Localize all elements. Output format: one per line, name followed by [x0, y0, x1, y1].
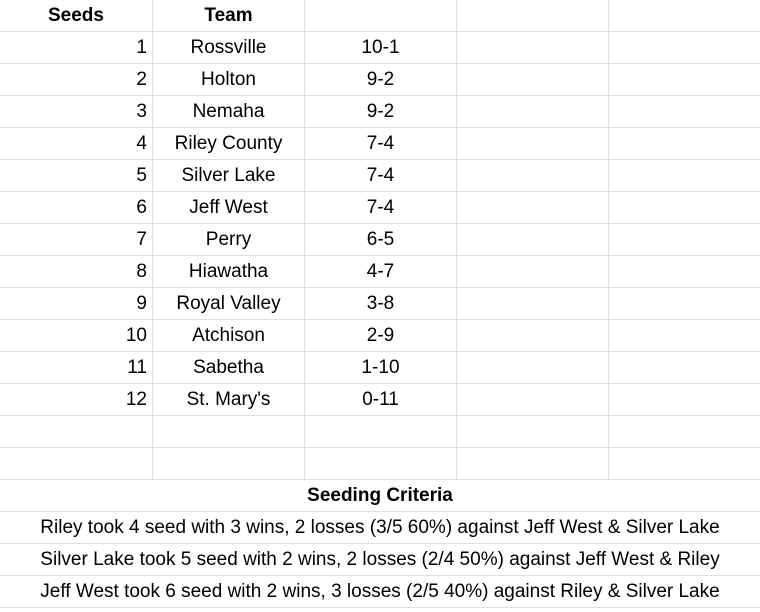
record-cell[interactable]: 9-2	[305, 96, 457, 127]
empty-cell[interactable]	[609, 192, 760, 223]
table-row	[0, 64, 760, 96]
table-row	[0, 320, 760, 352]
team-cell[interactable]: Rossville	[153, 32, 305, 63]
empty-cell[interactable]	[0, 448, 153, 479]
seed-cell[interactable]: 8	[0, 256, 153, 287]
team-cell[interactable]: Silver Lake	[153, 160, 305, 191]
team-cell[interactable]: Jeff West	[153, 192, 305, 223]
empty-cell[interactable]	[457, 160, 609, 191]
criteria-line[interactable]: Silver Lake took 5 seed with 2 wins, 2 losses (2/4 50%) against Jeff West & Riley	[40, 549, 720, 570]
criteria-line[interactable]: Riley took 4 seed with 3 wins, 2 losses (3/5 60%) against Jeff West & Silver Lake	[40, 517, 720, 538]
empty-cell[interactable]	[457, 352, 609, 383]
team-cell[interactable]: St. Mary's	[153, 384, 305, 415]
empty-cell[interactable]	[305, 0, 457, 31]
seed-cell[interactable]: 9	[0, 288, 153, 319]
seed-cell[interactable]: 6	[0, 192, 153, 223]
record-cell[interactable]: 7-4	[305, 192, 457, 223]
empty-cell[interactable]	[457, 320, 609, 351]
empty-cell[interactable]	[609, 32, 760, 63]
empty-cell[interactable]	[609, 288, 760, 319]
seed-cell[interactable]: 7	[0, 224, 153, 255]
empty-cell[interactable]	[609, 64, 760, 95]
empty-cell[interactable]	[305, 416, 457, 447]
empty-cell[interactable]	[609, 128, 760, 159]
empty-cell[interactable]	[609, 416, 760, 447]
table-row	[0, 32, 760, 64]
empty-cell[interactable]	[457, 384, 609, 415]
team-cell[interactable]: Holton	[153, 64, 305, 95]
criteria-row	[0, 544, 760, 576]
table-row	[0, 128, 760, 160]
table-row	[0, 160, 760, 192]
team-header-cell[interactable]: Team	[153, 0, 305, 31]
record-cell[interactable]: 10-1	[305, 32, 457, 63]
empty-cell[interactable]	[457, 128, 609, 159]
empty-cell[interactable]	[609, 160, 760, 191]
table-row	[0, 288, 760, 320]
team-cell[interactable]: Hiawatha	[153, 256, 305, 287]
seed-cell[interactable]: 10	[0, 320, 153, 351]
empty-row	[0, 416, 760, 448]
team-cell[interactable]: Atchison	[153, 320, 305, 351]
seed-cell[interactable]: 3	[0, 96, 153, 127]
criteria-line[interactable]: Jeff West took 6 seed with 2 wins, 3 losses (2/5 40%) against Riley & Silver Lake	[40, 581, 720, 602]
seed-cell[interactable]: 4	[0, 128, 153, 159]
header-row	[0, 0, 760, 32]
empty-cell[interactable]	[457, 224, 609, 255]
empty-cell[interactable]	[609, 320, 760, 351]
record-cell[interactable]: 0-11	[305, 384, 457, 415]
table-row	[0, 352, 760, 384]
empty-cell[interactable]	[609, 384, 760, 415]
team-cell[interactable]: Riley County	[153, 128, 305, 159]
empty-row	[0, 448, 760, 480]
empty-cell[interactable]	[457, 192, 609, 223]
record-cell[interactable]: 7-4	[305, 128, 457, 159]
table-row	[0, 256, 760, 288]
team-cell[interactable]: Sabetha	[153, 352, 305, 383]
empty-cell[interactable]	[457, 0, 609, 31]
team-cell[interactable]: Perry	[153, 224, 305, 255]
criteria-row	[0, 512, 760, 544]
empty-cell[interactable]	[609, 256, 760, 287]
record-cell[interactable]: 7-4	[305, 160, 457, 191]
seed-cell[interactable]: 1	[0, 32, 153, 63]
empty-cell[interactable]	[457, 32, 609, 63]
empty-cell[interactable]	[153, 416, 305, 447]
team-cell[interactable]: Nemaha	[153, 96, 305, 127]
criteria-row	[0, 576, 760, 608]
record-cell[interactable]: 9-2	[305, 64, 457, 95]
table-row	[0, 96, 760, 128]
empty-cell[interactable]	[609, 96, 760, 127]
criteria-title-row	[0, 480, 760, 512]
empty-cell[interactable]	[609, 448, 760, 479]
empty-cell[interactable]	[609, 224, 760, 255]
empty-cell[interactable]	[609, 352, 760, 383]
empty-cell[interactable]	[0, 416, 153, 447]
seed-cell[interactable]: 12	[0, 384, 153, 415]
record-cell[interactable]: 4-7	[305, 256, 457, 287]
seeding-criteria-title[interactable]: Seeding Criteria	[307, 485, 453, 506]
record-cell[interactable]: 2-9	[305, 320, 457, 351]
record-cell[interactable]: 3-8	[305, 288, 457, 319]
seeds-header-cell[interactable]: Seeds	[0, 0, 153, 31]
record-cell[interactable]: 1-10	[305, 352, 457, 383]
table-row	[0, 384, 760, 416]
empty-cell[interactable]	[457, 256, 609, 287]
empty-cell[interactable]	[457, 288, 609, 319]
team-cell[interactable]: Royal Valley	[153, 288, 305, 319]
empty-cell[interactable]	[457, 448, 609, 479]
seed-cell[interactable]: 11	[0, 352, 153, 383]
empty-cell[interactable]	[609, 0, 760, 31]
empty-cell[interactable]	[457, 64, 609, 95]
seed-cell[interactable]: 2	[0, 64, 153, 95]
empty-cell[interactable]	[153, 448, 305, 479]
empty-cell[interactable]	[457, 416, 609, 447]
empty-cell[interactable]	[305, 448, 457, 479]
empty-cell[interactable]	[457, 96, 609, 127]
table-row	[0, 192, 760, 224]
record-cell[interactable]: 6-5	[305, 224, 457, 255]
seed-cell[interactable]: 5	[0, 160, 153, 191]
table-row	[0, 224, 760, 256]
